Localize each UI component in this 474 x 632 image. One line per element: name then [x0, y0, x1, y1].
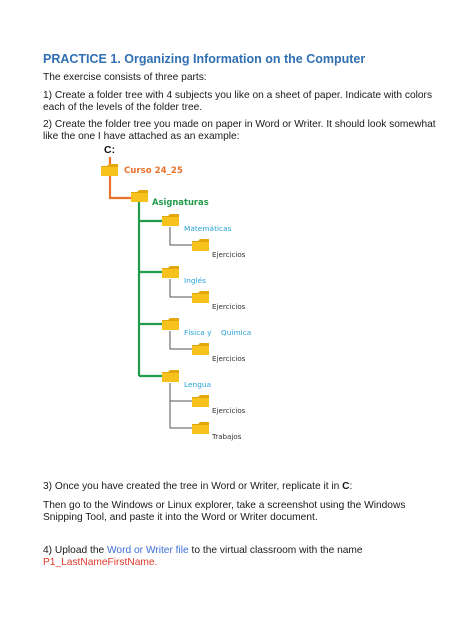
step-4-text [43, 545, 443, 569]
step-3-detail-text: Then go to the Windows or Linux explorer, take a screenshot using the Windows Snipping Tool, and paste it into the Word or Writer document. [43, 500, 406, 524]
tree-subfolder-label: Ejercicios [212, 354, 246, 363]
tree-level2-folder-label: Asignaturas [152, 197, 209, 207]
tree-subject-label: Lengua [184, 380, 212, 389]
folder-icon [162, 214, 179, 226]
intro-text: The exercise consists of three parts: [43, 72, 207, 83]
folder-icon [162, 370, 179, 382]
step-2-text: 2) Create the folder tree you made on paper in Word or Writer. It should look somewhat like the one I have attached as an example: [43, 119, 436, 143]
tree-connector-root [110, 176, 132, 198]
tree-subject-label: Inglés [184, 276, 207, 285]
step-3-drive: C [342, 481, 350, 492]
tree-root-folder-label: Curso 24_25 [124, 166, 183, 176]
tree-subject-label: Matemáticas [184, 224, 232, 233]
tree-subfolder-label: Ejercicios [212, 406, 246, 415]
folder-icon [192, 395, 209, 407]
tree-subfolder-label: Trabajos [212, 432, 242, 441]
tree-subfolder-label: Ejercicios [212, 302, 246, 311]
folder-icon [192, 291, 209, 303]
folder-icon [162, 266, 179, 278]
folder-icon [192, 422, 209, 434]
folder-icon [162, 318, 179, 330]
step-4-prefix: 4) Upload the [43, 545, 107, 556]
folder-icon [101, 164, 118, 176]
tree-drive-label: C: [104, 144, 116, 156]
step-1-text: 1) Create a folder tree with 4 subjects you like on a sheet of paper. Indicate with colors each of the levels of the folder tree. [43, 90, 433, 114]
step-3-text [43, 481, 443, 493]
filename-text: P1_LastNameFirstName. [43, 557, 158, 569]
folder-icon [192, 343, 209, 355]
step-3-prefix: 3) Once you have created the tree in Word or Writer, replicate it in [43, 481, 343, 492]
folder-icon [131, 190, 148, 202]
tree-connector-level3 [170, 383, 192, 428]
tree-subfolder-label: Ejercicios [212, 250, 246, 259]
step-4-middle: to the virtual classroom with the name [188, 545, 363, 556]
tree-subject-label: Física y Química [184, 328, 252, 337]
folder-icon [192, 239, 209, 251]
step-3-suffix: : [349, 481, 353, 492]
page-title: PRACTICE 1. Organizing Information on the Computer [43, 52, 366, 66]
word-file-link[interactable]: Word or Writer file [107, 545, 189, 556]
